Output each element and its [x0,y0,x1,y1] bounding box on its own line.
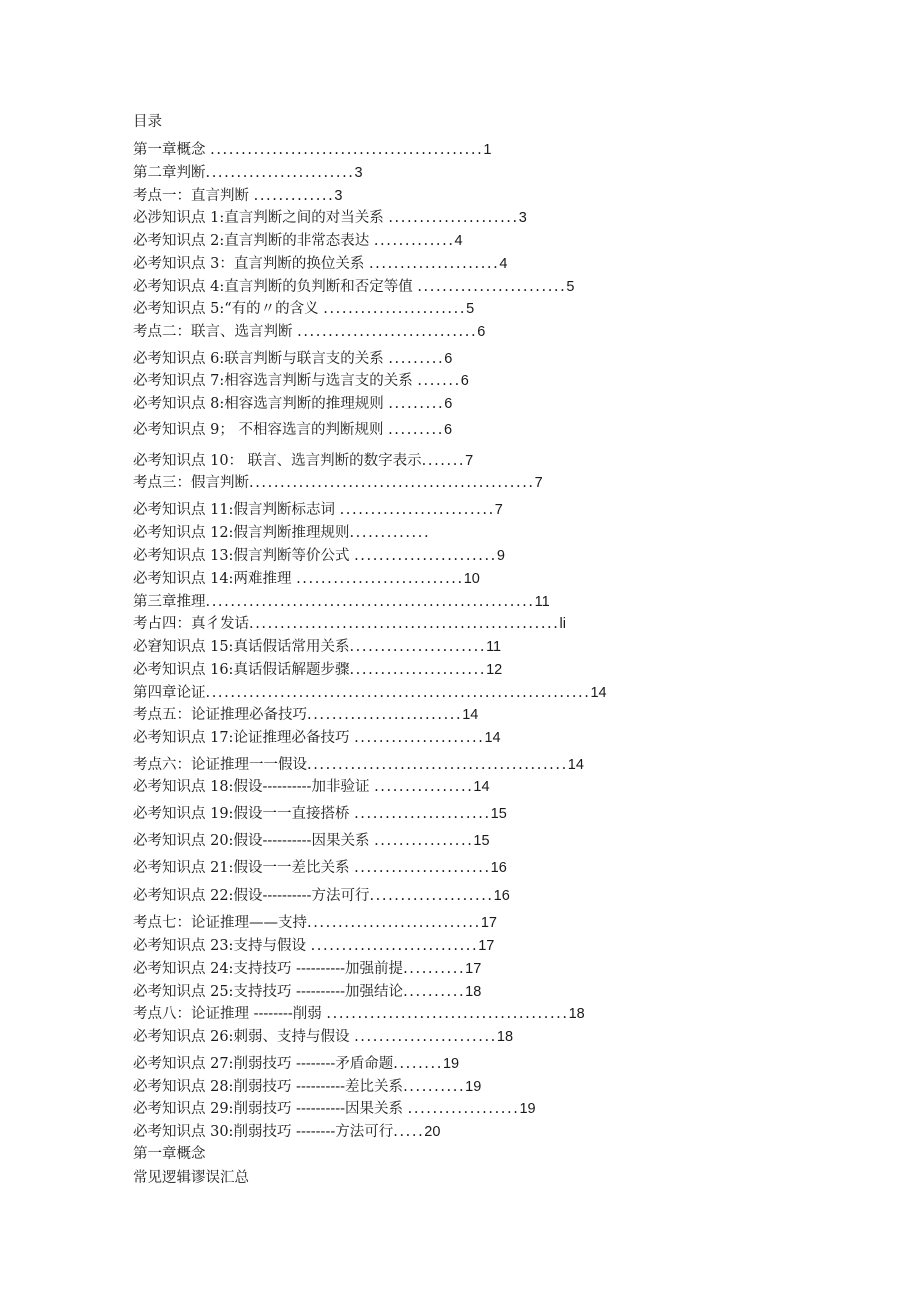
toc-entry-leader: .................... [369,888,494,904]
toc-entry-leader: ........ [393,1056,443,1072]
toc-entry[interactable] [133,277,574,297]
toc-entry-label: 必考知识点 19:假设一一直接搭桥 [133,806,355,822]
toc-entry-label: 考点八：论证推理 --------削弱 [133,1006,327,1022]
toc-entry-leader: ..... [393,1124,425,1140]
toc-entry-leader: ...................... [349,662,487,678]
toc-entry[interactable] [133,959,481,979]
toc-entry-label: 必考知识点 25:支持技巧 ----------加强结论 [133,984,404,1000]
toc-entry-label: 必考知识点 11:假言判断标志词 [133,502,340,518]
toc-entry-page: 4 [454,233,463,249]
toc-entry-page: 6 [460,373,469,389]
toc-entry[interactable] [133,1027,513,1047]
toc-entry[interactable] [133,523,430,543]
toc-entry-page: 14 [473,779,490,795]
toc-entry-leader: ..................................................... [205,594,535,610]
toc-entry[interactable] [133,394,452,414]
toc-entry-leader: ...................... [354,860,491,876]
toc-entry[interactable] [133,1077,481,1097]
toc-entry-leader: ............................. [297,324,478,340]
toc-entry-label: 必考知识点 28:削弱技巧 ----------差比关系 [133,1079,404,1095]
toc-entry[interactable] [133,614,566,634]
toc-entry-label: 考点五：论证推理必备技巧 [133,707,307,723]
toc-entry-label: 必考知识点 2:直言判断的非常态表达 [133,233,374,249]
toc-entry-leader: ............................ [307,915,481,931]
toc-entry-label: 必考知识点 7:相容选言判断与选言支的关系 [133,373,418,389]
toc-entry-page: 14 [590,685,607,701]
toc-entry-leader: ..................... [368,256,500,272]
toc-entry-label: 必考知识点 20:假设----------因果关系 [133,833,375,849]
toc-entry-label: 必考知识点 10： 联言、选言判断的数字表示 [133,453,422,469]
toc-entry-leader: ............. [253,188,335,204]
toc-entry[interactable] [133,1004,585,1024]
toc-entry-label: 必考知识点 12:假言判断推理规则 [133,525,350,541]
toc-entry-leader: ...................... [354,806,491,822]
toc-entry[interactable] [133,1099,536,1119]
toc-entry-leader: ....... [417,373,461,389]
toc-entry-leader: ....................... [323,301,467,317]
toc-entry-page: 14 [484,730,501,746]
toc-entry[interactable] [133,140,491,160]
toc-entry[interactable] [133,728,501,748]
toc-entry-label: 必考知识点 21:假设一一差比关系 [133,860,355,876]
toc-entry[interactable] [133,886,510,906]
toc-entry-page: 6 [443,422,453,438]
toc-entry-label: 考点一：直言判断 [133,188,254,204]
toc-entry-leader: ...................... [349,639,487,655]
toc-entry-leader: .......... [403,1079,466,1095]
toc-entry[interactable] [133,254,507,274]
toc-title: 目录 [133,114,162,130]
toc-entry-page: 5 [566,279,575,295]
toc-entry-page: 3 [334,188,343,204]
toc-entry[interactable] [133,913,497,933]
toc-entry-label: 必涉知识点 1:直言判断之间的对当关系 [133,210,389,226]
toc-entry-page: 19 [519,1101,536,1117]
toc-entry-leader: ............................................ [210,142,484,158]
toc-entry-label: 必考知识点 29:削弱技巧 ----------因果关系 [133,1101,408,1117]
toc-entry-page: 18 [568,1006,585,1022]
toc-entry[interactable] [133,500,503,520]
toc-entry-label: 必考知识点 14:两难推理 [133,571,297,587]
toc-entry-page: 7 [494,502,503,518]
toc-entry-label: 必考知识点 9； 不相容选言的判断规则 [133,422,389,438]
toc-entry-leader: ................ [374,833,474,849]
toc-entry-label: 考点三：假言判断 [133,475,249,491]
toc-entry-leader: .......... [403,961,466,977]
toc-entry-leader: ..................... [388,210,519,226]
toc-entry[interactable] [133,592,550,612]
toc-entry-label: 必考知识点 6:联言判断与联言支的关系 [133,351,389,367]
toc-entry-label: 必考知识点 13:假言判断等价公式 [133,548,355,564]
toc-entry-leader: ..................... [354,730,485,746]
toc-entry-leader: ......................... [307,707,463,723]
toc-entry-leader: ......................... [339,502,495,518]
toc-entry[interactable] [133,705,478,725]
toc-entry-page: 7 [534,475,543,491]
toc-entry-label: 必考知识点 22:假设----------方法可行 [133,888,370,904]
chapter-heading: 第一章概念 [133,1146,206,1162]
toc-entry-page: 6 [444,396,453,412]
toc-entry-label: 必考知识点 8:相容选言判断的推理规则 [133,396,389,412]
toc-entry-page: 9 [496,548,505,564]
toc-entry-label: 必考知识点 24:支持技巧 ----------加强前提 [133,961,404,977]
toc-entry-leader: ........................ [417,279,567,295]
toc-entry[interactable] [133,231,463,251]
toc-entry[interactable] [133,186,342,206]
toc-entry-page: 5 [466,301,475,317]
toc-entry-label: 第二章判断 [133,165,206,181]
toc-entry-page: 4 [499,256,508,272]
toc-entry-leader: .................. [407,1101,520,1117]
toc-entry-label: 必考知识点 26:刺弱、支持与假设 [133,1029,355,1045]
toc-entry-label: 必考知识点 4:直言判断的负判断和否定等值 [133,279,418,295]
toc-entry-label: 必窘知识点 15:真话假话常用关系 [133,639,350,655]
toc-entry-page: 3 [354,165,363,181]
toc-entry[interactable] [133,660,502,680]
toc-entry-page: 19 [442,1056,460,1072]
toc-entry-leader: .............................................. [249,475,535,491]
toc-entry[interactable] [133,322,485,342]
toc-entry-page: 6 [477,324,486,340]
toc-entry[interactable] [133,982,481,1002]
toc-entry-leader: .......................................... [307,757,568,773]
toc-entry-leader: .............................................................. [205,685,591,701]
toc-entry-label: 第一章概念 [133,142,211,158]
toc-entry-page: 3 [518,210,527,226]
toc-entry-label: 必考知识点 5:“有的〃的含义 [133,301,324,317]
toc-entry-leader: ........................... [310,938,479,954]
toc-entry-leader: ....................... [354,548,497,564]
toc-entry-leader: .......... [403,984,466,1000]
toc-entry-page: 11 [534,594,550,610]
toc-entry-page: 18 [496,1029,514,1045]
toc-entry-page: 10 [463,571,480,587]
toc-entry-label: 第四章论证 [133,685,206,701]
toc-entry[interactable] [133,858,507,878]
toc-entry[interactable] [133,451,473,471]
toc-entry-leader: ....... [421,453,466,469]
toc-entry-page: 16 [493,888,510,904]
toc-entry-page: 17 [465,961,482,977]
toc-entry-label: 必考知识点 18:假设----------加非验证 [133,779,375,795]
toc-entry[interactable] [133,936,494,956]
toc-entry-page: 17 [478,938,495,954]
toc-entry-page: li [559,616,566,632]
toc-entry-leader: ....................... [354,1029,497,1045]
toc-entry-page: 16 [490,860,507,876]
toc-entry-label: 必考知识点 17:论证推理必备技巧 [133,730,355,746]
toc-entry-leader: ........................ [205,165,355,181]
toc-entry[interactable] [133,299,474,319]
toc-entry-page: 17 [480,915,497,931]
toc-entry-page: 14 [567,757,584,773]
toc-entry-label: 必考知识点 3：直言判断的换位关系 [133,256,369,272]
toc-entry-page: 12 [486,662,503,678]
toc-entry-page: 19 [465,1079,482,1095]
toc-entry-page: 1 [483,142,492,158]
toc-entry[interactable] [133,569,480,589]
toc-entry-label: 考占四：真彳发话 [133,616,249,632]
toc-entry-label: 必考知识点 16:真话假话解题步骤 [133,662,350,678]
toc-entry-page: 7 [465,453,474,469]
toc-entry-leader: .................................................. [249,616,560,632]
toc-entry-label: 必考知识点 30:削弱技巧 --------方法可行 [133,1124,394,1140]
toc-entry-page: 14 [462,707,479,723]
toc-entry[interactable] [133,777,490,797]
toc-entry[interactable] [133,1054,459,1074]
toc-entry-leader: ....................................... [326,1006,569,1022]
toc-entry-leader: ............. [373,233,455,249]
toc-entry[interactable] [133,349,452,369]
toc-entry-label: 考点六：论证推理一一假设 [133,757,307,773]
toc-entry-leader: ......... [388,351,445,367]
toc-entry[interactable] [133,683,607,703]
toc-entry-leader: ................ [374,779,474,795]
toc-entry[interactable] [133,420,452,440]
toc-entry[interactable] [133,546,505,566]
toc-entry-leader: ......... [388,422,444,438]
toc-entry-label: 必考知识点 27:削弱技巧 --------矛盾命题 [133,1056,394,1072]
toc-entry-label: 考点二：联言、选言判断 [133,324,298,340]
toc-entry-label: 考点七：论证推理——支持 [133,915,307,931]
toc-entry[interactable] [133,371,469,391]
toc-entry[interactable] [133,804,507,824]
toc-entry-leader: ......... [388,396,445,412]
toc-entry[interactable] [133,755,584,775]
section-subheading: 常见逻辑谬误汇总 [133,1170,249,1186]
toc-entry-page: 15 [490,806,507,822]
toc-entry[interactable] [133,831,490,851]
toc-entry-leader: ............. [349,525,431,541]
toc-entry[interactable] [133,208,527,228]
toc-entry-page: 18 [465,984,482,1000]
toc-entry-page: 11 [486,639,502,655]
toc-entry[interactable] [133,473,543,493]
toc-entry[interactable] [133,637,501,657]
toc-entry[interactable] [133,1122,440,1142]
toc-entry-page: 6 [444,351,453,367]
toc-entry-page: 20 [424,1124,441,1140]
toc-entry-leader: ........................... [296,571,464,587]
toc-entry-page: 15 [473,833,490,849]
toc-entry-label: 第三章推理 [133,594,206,610]
toc-entry[interactable] [133,163,363,183]
toc-entry-label: 必考知识点 23:支持与假设 [133,938,311,954]
